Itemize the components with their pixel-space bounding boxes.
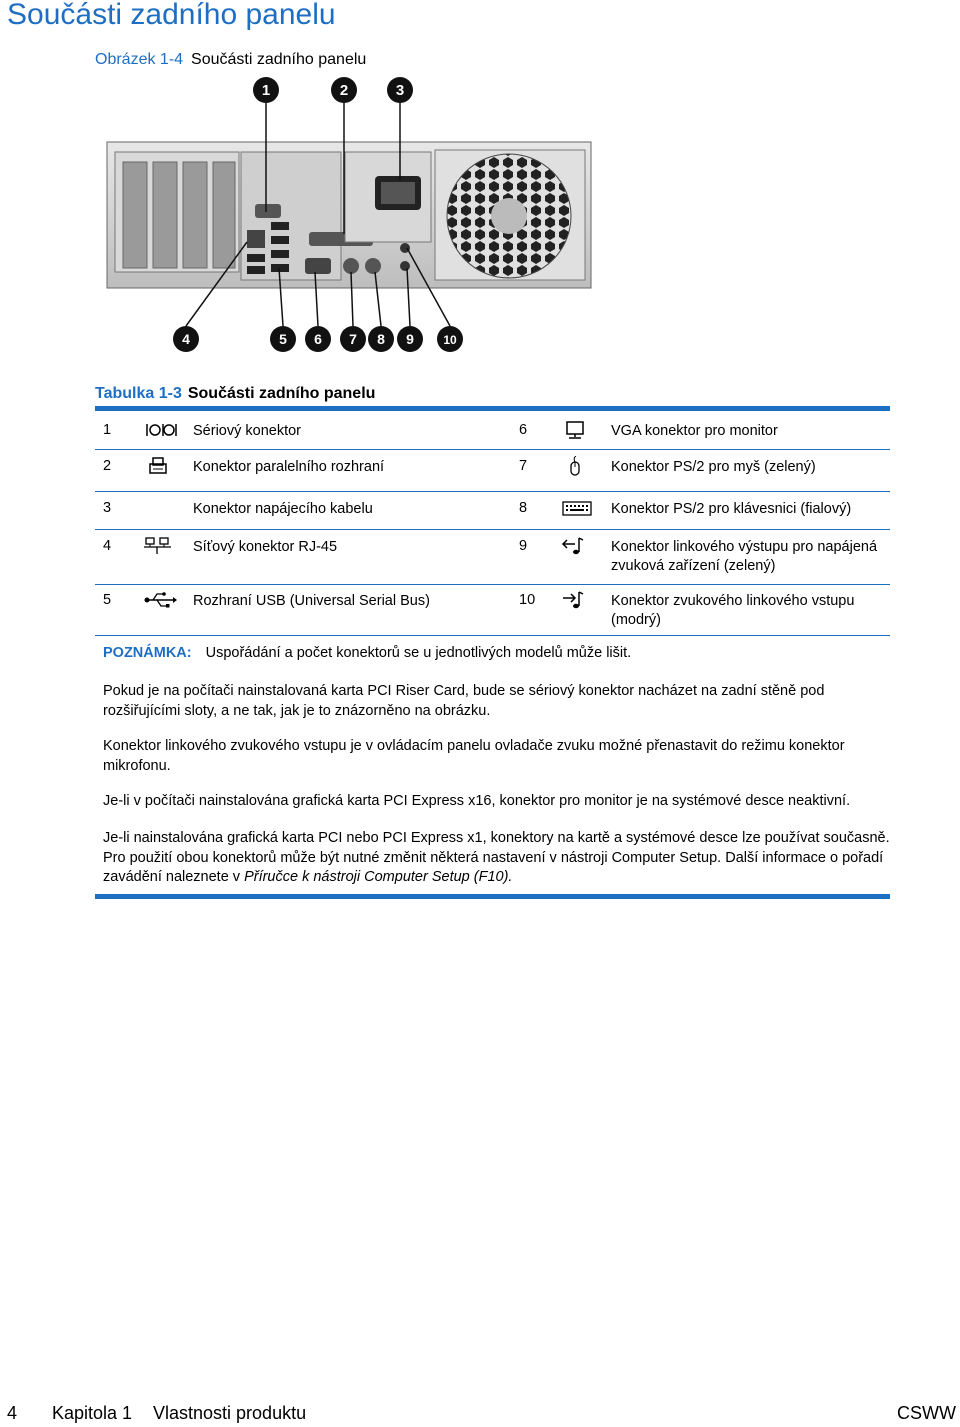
note-bottom-rule [95, 894, 890, 899]
row-number: 3 [103, 500, 112, 516]
audio-in-icon [561, 590, 595, 610]
footer-code: CSWW [897, 1403, 956, 1423]
callout-9: 9 [406, 331, 414, 347]
row-number: 2 [103, 458, 112, 474]
callout-4: 4 [182, 331, 190, 347]
row-text: Konektor PS/2 pro myš (zelený) [611, 459, 816, 475]
printer-icon [143, 456, 177, 476]
row-text: Konektor paralelního rozhraní [193, 459, 385, 475]
note-text: Uspořádání a počet konektorů se u jednotlivých modelů může lišit. [205, 645, 632, 661]
callout-3: 3 [395, 82, 405, 99]
table-row [95, 458, 890, 492]
mouse-icon [561, 456, 595, 476]
callout-7: 7 [349, 331, 357, 347]
table-row [95, 500, 890, 530]
note-paragraph-1: Pokud je na počítači nainstalovaná karta PCI Riser Card, bude se sériový konektor nacházet na zadní stěně pod rozšiřujícími sloty, a ne tak, jak je to znázorněno na obrázku. [103, 683, 825, 719]
row-number: 4 [103, 538, 112, 554]
row-number: 5 [103, 592, 112, 608]
callout-8: 8 [377, 331, 385, 347]
row-number: 10 [519, 592, 536, 608]
row-text: Síťový konektor RJ-45 [193, 539, 338, 555]
computer-setup-guide-reference: Příručce k nástroji Computer Setup (F10). [244, 869, 513, 885]
row-text: Rozhraní USB (Universal Serial Bus) [193, 593, 430, 609]
row-number: 9 [519, 538, 528, 554]
table-top-rule [95, 406, 890, 411]
row-text: Konektor zvukového linkového vstupu (modrý) [611, 593, 855, 628]
keyboard-icon [561, 498, 595, 518]
rear-panel-illustration [95, 72, 595, 362]
row-number: 1 [103, 422, 112, 438]
note-paragraph-2: Konektor linkového zvukového vstupu je v ovládacím panelu ovladače zvuku možné přenastavit do režimu konektor mikrofonu. [103, 738, 845, 774]
usb-icon [143, 590, 177, 610]
table-row [95, 592, 890, 636]
table-caption-text: Součásti zadního panelu [187, 385, 376, 402]
row-text: Konektor linkového výstupu pro napájená zvuková zařízení (zelený) [611, 539, 878, 574]
callout-10: 10 [443, 333, 457, 347]
table-caption [95, 385, 375, 403]
table-row [95, 538, 890, 585]
audio-out-icon [561, 536, 595, 556]
note-paragraph-3: Je-li v počítači nainstalována grafická karta PCI Express x16, konektor pro monitor je na systémové desce neaktivní. [103, 793, 851, 809]
row-number: 8 [519, 500, 528, 516]
row-text: VGA konektor pro monitor [611, 423, 778, 439]
row-text: Konektor PS/2 pro klávesnici (fialový) [611, 501, 852, 517]
row-text: Sériový konektor [193, 423, 301, 439]
figure-caption-text: Součásti zadního panelu [191, 51, 367, 68]
table-row [95, 422, 890, 450]
note-paragraph-4 [103, 829, 893, 888]
table-label: Tabulka 1-3 [95, 385, 182, 402]
page-title: Součásti zadního panelu [7, 0, 336, 31]
callout-1: 1 [261, 82, 271, 99]
monitor-icon [561, 420, 595, 440]
row-number: 6 [519, 422, 528, 438]
footer-chapter-title: Vlastnosti produktu [153, 1403, 307, 1423]
row-text: Konektor napájecího kabelu [193, 501, 373, 517]
note-paragraph-4-text: Je-li nainstalována grafická karta PCI nebo PCI Express x1, konektory na kartě a systémové desce lze používat současně. Pro použití obou konektorů může být nutné změnit některá nastavení v nástroji Computer Setup. Další informace o pořadí zavádění naleznete v [103, 830, 890, 885]
row-number: 7 [519, 458, 528, 474]
network-icon [143, 536, 177, 556]
serial-icon [143, 420, 177, 440]
note [103, 645, 631, 661]
footer-chapter: Kapitola 1 [52, 1403, 133, 1423]
figure-caption [95, 51, 366, 69]
callout-5: 5 [279, 331, 287, 347]
callout-6: 6 [314, 331, 322, 347]
callout-2: 2 [339, 82, 349, 99]
figure-label: Obrázek 1-4 [95, 51, 184, 68]
note-label: POZNÁMKA: [103, 645, 192, 661]
footer-page-number: 4 [7, 1403, 18, 1423]
